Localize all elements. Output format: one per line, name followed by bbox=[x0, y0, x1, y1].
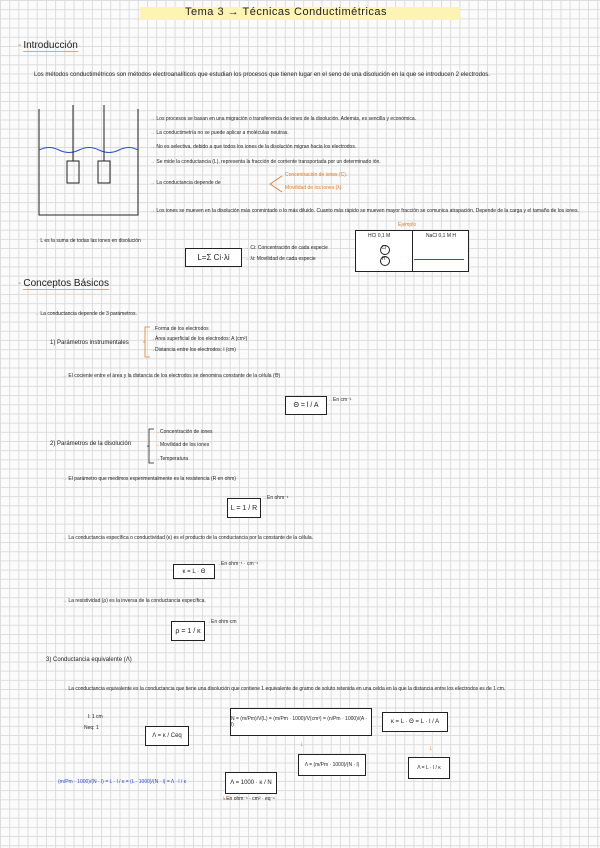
intro-bullet-4: → Se mide la conductancia (L), representa la fracción de corriente transportada por un determinado ión. bbox=[150, 159, 381, 165]
basics-heading: - Conceptos Básicos bbox=[18, 278, 109, 289]
section-2-title: 2) Parámetros de la disolución bbox=[50, 441, 132, 447]
section-2a: →Concentración de iones bbox=[155, 429, 213, 435]
example-ion-1: Cl⁻ bbox=[380, 245, 390, 255]
section-1b: →Área superficial de los electrodos: A (cm²) bbox=[150, 336, 248, 342]
example-ion-2: H⁺ bbox=[380, 256, 390, 266]
kappa-formula-2: κ = L · Θ = L · l / A bbox=[382, 712, 448, 732]
basics-p1: → La conductancia depende de 3 parámetros. bbox=[34, 311, 137, 317]
kappa-unit: →En ohm⁻¹ · cm⁻¹ bbox=[216, 561, 258, 567]
example-arrow bbox=[414, 259, 464, 260]
sum-text: → L es la suma de todas las iones en disolución bbox=[34, 238, 141, 244]
section-2-text: → El parámetro que medimos experimentalmente es la resistencia (R en ohm) bbox=[62, 476, 236, 482]
lambda-formula: Λ = κ / Ceq bbox=[145, 726, 189, 746]
section-1-title: 1) Parámetros instrumentales bbox=[50, 340, 129, 346]
bottom-chain: (m/Pm · 1000)/(N · l) = L · l / κ = (L · 1000)/(N · l) = Λ · l / κ bbox=[58, 779, 187, 785]
intro-heading: - Introducción bbox=[18, 40, 78, 51]
rho-text: → La resistividad (ρ) es la inversa de la conductancia específica. bbox=[62, 598, 206, 604]
formula-note-b: → λi: Movilidad de cada especie bbox=[244, 256, 316, 262]
section-3-text: → La conductancia equivalente es la conductancia que tiene una disolución que contiene 1 equivalente de gramo de soluto retenida en una celda en la que la distancia entre los electrodos es de 1 cm. bbox=[62, 686, 506, 692]
section-3-title: 3) Conductancia equivalente (Λ) bbox=[46, 657, 132, 663]
theta-formula: Θ = l / A bbox=[285, 396, 327, 415]
L-formula: L = 1 / R bbox=[227, 498, 261, 518]
section2-brace bbox=[147, 428, 155, 464]
final-unit: ↳En ohm⁻¹ · cm² · eq⁻¹ bbox=[222, 796, 275, 802]
intro-bullet-2: → La conductimetría no se puede aplicar a moléculas neutras. bbox=[150, 130, 289, 136]
rho-formula: ρ = 1 / κ bbox=[171, 621, 205, 641]
example-right-label: NaCl 0,1 M H bbox=[426, 233, 457, 239]
neq-value: Neq: 1 bbox=[84, 725, 99, 731]
example-box bbox=[355, 230, 469, 272]
arrow-down-2: ↓ bbox=[429, 745, 433, 752]
section-1a: →Forma de los electrodos bbox=[150, 326, 209, 332]
lambda-formula-3: Λ = L · l / κ bbox=[408, 757, 450, 779]
intro-paragraph: Los métodos conductimétricos son métodos electroanalíticos que estudian los procesos que tienen lugar en el seno de una disolución en la que se introducen 2 electrodos. bbox=[34, 72, 490, 78]
intro-bullet-3: → No es selectiva, debido a que todos los iones de la disolución migran hacia los electrodos. bbox=[150, 144, 357, 150]
intro-bullet-5b: Movilidad de los iones (λ). bbox=[285, 185, 343, 191]
L-unit: →En ohm⁻¹ bbox=[262, 495, 289, 501]
section-1-text: → El cociente entre el área y la distancia de los electrodos se denomina constante de la célula (Θ) bbox=[62, 373, 281, 379]
example-label: Ejemplo bbox=[398, 222, 417, 228]
beaker-diagram bbox=[34, 105, 144, 220]
theta-unit: →En cm⁻¹ bbox=[328, 397, 352, 403]
final-formula: Λ = 1000 · κ / N bbox=[225, 772, 277, 794]
page-title: Tema 3 → Técnicas Conductimétricas bbox=[185, 6, 388, 18]
bullet5-brace bbox=[266, 174, 284, 194]
section-2b: →Movilidad de los iones bbox=[155, 442, 210, 448]
l-value: l: 1 cm bbox=[88, 714, 103, 720]
section-2c: →Temperatura bbox=[155, 456, 189, 462]
kappa-text: → La conductancia específica o conductividad (κ) es el producto de la conductancia por la constante de la célula. bbox=[62, 535, 313, 541]
example-left-label: HCl 0,1 M bbox=[368, 233, 391, 239]
intro-bullet-5: → La conductancia depende de bbox=[150, 180, 221, 186]
rho-unit: →En ohm·cm bbox=[206, 619, 237, 625]
conductance-formula: L=Σ Ci·λi bbox=[185, 248, 242, 267]
intro-bullet-5a: Concentración de iones (C). bbox=[285, 172, 348, 178]
kappa-formula: κ = L · Θ bbox=[173, 564, 215, 579]
formula-note-a: → Ci: Concentración de cada especie bbox=[244, 245, 328, 251]
normality-formula: N = (m/Pm)/V(L) = (m/Pm · 1000)/V(cm³) = (n/Pm · 1000)/(A · l) bbox=[230, 708, 372, 736]
intro-bullet-1: → Los procesos se basan en una migración o transferencia de iones de la disolución. Además, es sencilla y económica. bbox=[150, 116, 416, 122]
lambda-formula-2: Λ = (m/Pm · 1000)/(N · l) bbox=[298, 754, 366, 776]
arrow-down-1: ↓ bbox=[300, 741, 304, 748]
section-1c: →Distancia entre los electrodos: l (cm) bbox=[150, 347, 236, 353]
intro-bullet-6: → Los iones se mueven en la disolución más conmintado o lo más diluido. Cuanto más rápido se mueven mayor fracción se comunica atrapación. Depende de la carga y el tamaño de los iones. bbox=[150, 208, 579, 214]
